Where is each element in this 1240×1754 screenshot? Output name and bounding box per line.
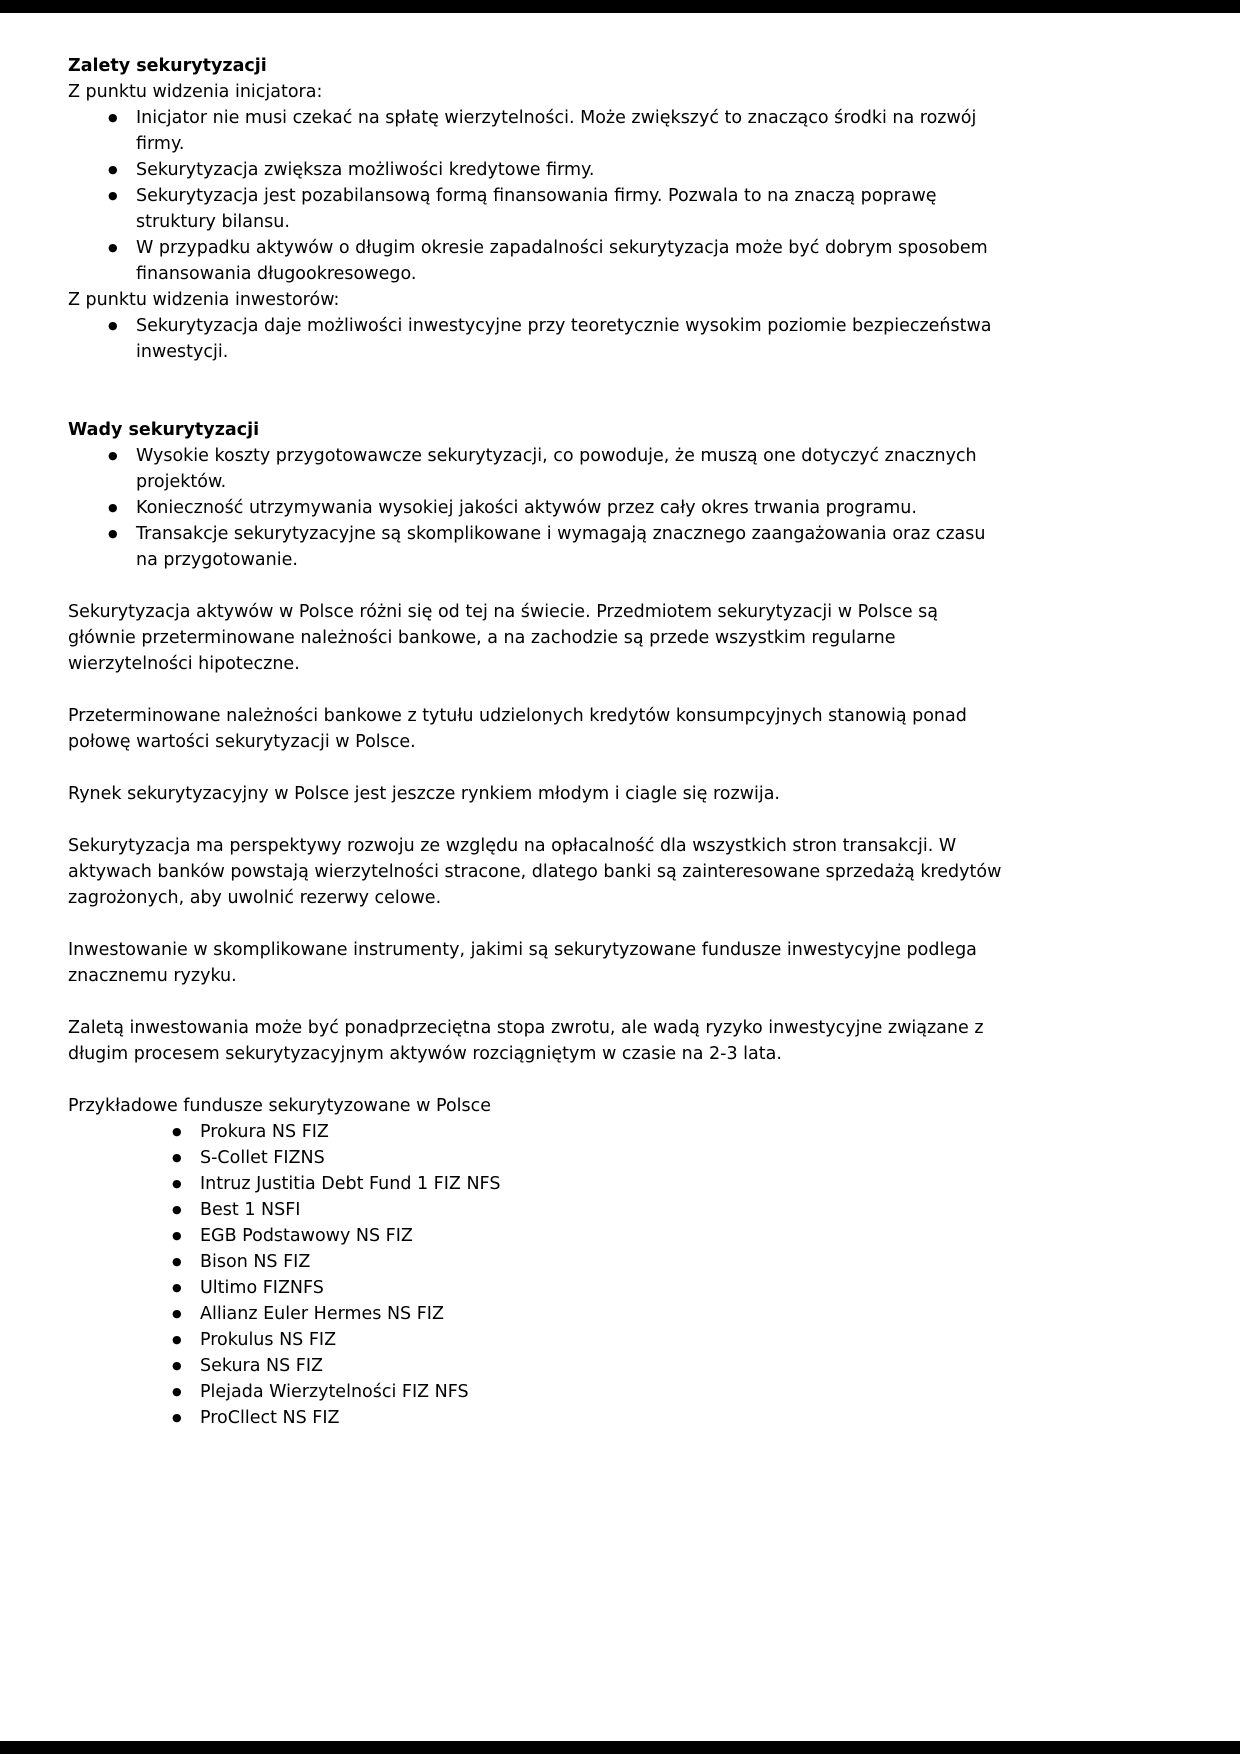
list-zalety-inwestorzy <box>68 313 1008 365</box>
bullet-icon: ● <box>108 189 118 202</box>
list-item-text: Sekurytyzacja jest pozabilansową formą finansowania firmy. Pozwala to na znaczą poprawę struktury bilansu. <box>136 186 937 232</box>
list-item-text: Plejada Wierzytelności FIZ NFS <box>200 1382 469 1402</box>
list-item-text: Sekurytyzacja zwiększa możliwości kredytowe firmy. <box>136 160 595 180</box>
blank-line <box>68 807 1008 833</box>
list-item <box>172 1197 1008 1223</box>
list-item-text: Prokura NS FIZ <box>200 1122 329 1142</box>
blank-line <box>68 677 1008 703</box>
list-item-text: S-Collet FIZNS <box>200 1148 325 1168</box>
list-item-text: ProCllect NS FIZ <box>200 1408 340 1428</box>
list-item <box>108 313 1008 365</box>
list-item <box>108 521 1008 573</box>
bullet-icon: ● <box>172 1177 182 1190</box>
bullet-icon: ● <box>172 1281 182 1294</box>
list-item <box>172 1327 1008 1353</box>
list-item-text: Best 1 NSFI <box>200 1200 301 1220</box>
blank-line <box>68 755 1008 781</box>
para-inwestowanie-ryzyko: Inwestowanie w skomplikowane instrumenty, jakimi są sekurytyzowane fundusze inwestycyjne podlega znacznemu ryzyku. <box>68 940 977 986</box>
blank-lines <box>68 365 1008 417</box>
list-item <box>108 183 1008 235</box>
list-item <box>172 1405 1008 1431</box>
bullet-icon: ● <box>108 449 118 462</box>
para-przeterminowane-naleznosci: Przeterminowane należności bankowe z tytułu udzielonych kredytów konsumpcyjnych stanowią ponad połowę wartości sekurytyzacji w Polsce. <box>68 706 967 752</box>
list-item <box>172 1223 1008 1249</box>
list-item-text: Sekurytyzacja daje możliwości inwestycyjne przy teoretycznie wysokim poziomie bezpieczeństwa inwestycji. <box>136 316 992 362</box>
list-item-text: W przypadku aktywów o długim okresie zapadalności sekurytyzacja może być dobrym sposobem finansowania długookresowego. <box>136 238 988 284</box>
list-item-text: Prokulus NS FIZ <box>200 1330 337 1350</box>
para-przykladowe-fundusze: Przykładowe fundusze sekurytyzowane w Polsce <box>68 1096 492 1116</box>
bullet-icon: ● <box>108 319 118 332</box>
bullet-icon: ● <box>172 1359 182 1372</box>
para-z-punktu-widzenia-inicjatora: Z punktu widzenia inicjatora: <box>68 82 323 102</box>
list-item-text: Konieczność utrzymywania wysokiej jakości aktywów przez cały okres trwania programu. <box>136 498 917 518</box>
list-item <box>172 1301 1008 1327</box>
bullet-icon: ● <box>108 501 118 514</box>
heading-zalety-sekurytyzacji: Zalety sekurytyzacji <box>68 56 267 76</box>
blank-line <box>68 911 1008 937</box>
bullet-icon: ● <box>172 1411 182 1424</box>
list-item-text: Sekura NS FIZ <box>200 1356 324 1376</box>
bullet-icon: ● <box>172 1307 182 1320</box>
list-fundusze <box>68 1119 1008 1431</box>
bullet-icon: ● <box>172 1255 182 1268</box>
list-item-text: EGB Podstawowy NS FIZ <box>200 1226 413 1246</box>
top-black-bar <box>0 0 1240 13</box>
bottom-black-bar <box>0 1741 1240 1754</box>
list-item <box>108 235 1008 287</box>
list-item-text: Transakcje sekurytyzacyjne są skomplikowane i wymagają znacznego zaangażowania oraz czasu na przygotowanie. <box>136 524 986 570</box>
list-item <box>108 157 1008 183</box>
bullet-icon: ● <box>108 163 118 176</box>
bullet-icon: ● <box>172 1229 182 1242</box>
bullet-icon: ● <box>172 1125 182 1138</box>
para-perspektywy-rozwoju: Sekurytyzacja ma perspektywy rozwoju ze względu na opłacalność dla wszystkich stron transakcji. W aktywach banków powstają wierzytelności stracone, dlatego banki są zainteresowane sprzedażą kredytów zagrożonych, aby uwolnić rezerwy celowe. <box>68 836 1002 908</box>
list-item <box>172 1379 1008 1405</box>
bullet-icon: ● <box>172 1385 182 1398</box>
list-item-text: Bison NS FIZ <box>200 1252 311 1272</box>
bullet-icon: ● <box>172 1151 182 1164</box>
list-wady <box>68 443 1008 573</box>
list-item-text: Ultimo FIZNFS <box>200 1278 324 1298</box>
bullet-icon: ● <box>108 111 118 124</box>
blank-line <box>68 573 1008 599</box>
para-sekurytyzacja-w-polsce: Sekurytyzacja aktywów w Polsce różni się od tej na świecie. Przedmiotem sekurytyzacji w Polsce są głównie przeterminowane należności bankowe, a na zachodzie są przede wszystkim regularne wierzytelności hipoteczne. <box>68 602 938 674</box>
bullet-icon: ● <box>108 527 118 540</box>
list-item-text: Allianz Euler Hermes NS FIZ <box>200 1304 444 1324</box>
list-item <box>108 443 1008 495</box>
blank-line <box>68 1067 1008 1093</box>
bullet-icon: ● <box>108 241 118 254</box>
para-z-punktu-widzenia-inwestorow: Z punktu widzenia inwestorów: <box>68 290 340 310</box>
list-item <box>108 105 1008 157</box>
para-zaleta-inwestowania: Zaletą inwestowania może być ponadprzeciętna stopa zwrotu, ale wadą ryzyko inwestycyjne związane z długim procesem sekurytyzacyjnym aktywów rozciągniętym w czasie na 2-3 lata. <box>68 1018 984 1064</box>
list-item <box>172 1275 1008 1301</box>
bullet-icon: ● <box>172 1333 182 1346</box>
para-rynek-sekurytyzacyjny: Rynek sekurytyzacyjny w Polsce jest jeszcze rynkiem młodym i ciagle się rozwija. <box>68 784 780 804</box>
heading-wady-sekurytyzacji: Wady sekurytyzacji <box>68 420 260 440</box>
list-zalety-inicjator <box>68 105 1008 287</box>
blank-line <box>68 989 1008 1015</box>
list-item <box>172 1171 1008 1197</box>
list-item <box>172 1353 1008 1379</box>
list-item-text: Intruz Justitia Debt Fund 1 FIZ NFS <box>200 1174 501 1194</box>
list-item <box>172 1249 1008 1275</box>
list-item <box>172 1119 1008 1145</box>
list-item <box>108 495 1008 521</box>
list-item-text: Wysokie koszty przygotowawcze sekurytyzacji, co powoduje, że muszą one dotyczyć znacznych projektów. <box>136 446 977 492</box>
list-item <box>172 1145 1008 1171</box>
bullet-icon: ● <box>172 1203 182 1216</box>
list-item-text: Inicjator nie musi czekać na spłatę wierzytelności. Może zwiększyć to znacząco środki na rozwój firmy. <box>136 108 977 154</box>
